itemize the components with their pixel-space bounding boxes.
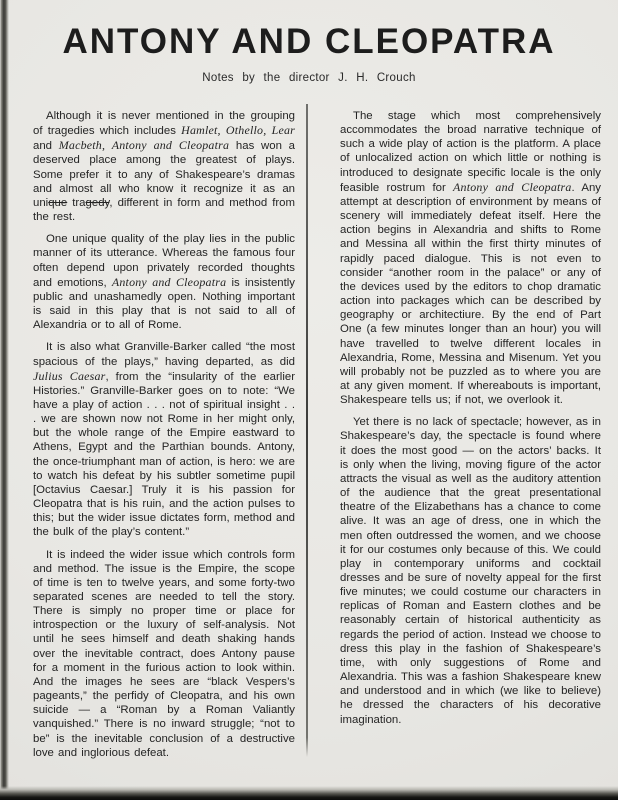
text-run: is insistently public and unashamedly open. Nothing important is said in this play that is not said to all of Alexandria or to all of Rome. — [33, 276, 295, 332]
text-run: It is indeed the wider issue which controls form and method. The issue is the Empire, the scope of time is ten to twelve years, and some forty-two separated scenes are needed to tell the story. There is simply no proper time or place for introspection or the luxury of self-analysis. Not until he sees himself and death shaking hands over the inevitable contract, does Antony pause for a moment in the furious action to look within. And the images he sees are “black Vespers’s pageants,” the perfidy of Cleopatra, and his own suicide — a “Roman by a Roman Valiantly vanquished.” There is no inward struggle; “not to be” is the inevitable conclusion of a destructive love and inglorious defeat. — [33, 548, 295, 759]
text-run: . Any attempt at description of environment by means of scenery will immediately defeat itself. Here the action begins in Alexandria and shifts to Rome and Messina all within the first thirty minutes of rapidly paced dialogue. This is not even to consider “another room in the palace” or any of the devices used by the editors to chop dramatic action into packages which can be described by geography or architectiure. By the end of Part One (a few minutes longer than an hour) you will have travelled to twelve different locales in Alexandria, Rome, Messina and Misenum. Yet you will probably not be puzzled as to where you are at any given moment. If whereabouts is important, Shakespeare tells us; if not, we overlook it. — [340, 181, 602, 407]
paragraph — [33, 340, 295, 539]
text-run: tra — [67, 196, 86, 209]
page-subtitle: Notes by the director J. H. Crouch — [202, 72, 416, 84]
paragraph — [340, 109, 601, 407]
text-run: and — [33, 140, 59, 153]
text-run: Although it is never mentioned in the grouping of tragedies which includes — [33, 110, 295, 138]
text-run: has won a deserved place among the greatest of plays. Some prefer it to any of Shakespeare’s dramas and almost all who know it recognize it as an uni — [33, 140, 296, 209]
italic-text-run: Macbeth, Antony and Cleopatra — [58, 138, 230, 153]
italic-text-run: Antony and Cleopatra — [111, 274, 227, 289]
paragraph — [33, 232, 295, 332]
right-column — [340, 109, 601, 735]
column-divider — [306, 104, 308, 757]
italic-text-run: Julius Caesar — [33, 368, 106, 383]
paragraph — [33, 548, 295, 760]
text-run: Yet there is no lack of spectacle; however, as in Shakespeare’s day, the spectacle is found where it does the most good — on the actors’ backs. It is only when the living, moving figure of the actor attracts the visual as well as the auditory attention of the audience that the great presentational theatre of the Elizabethans has a chance to come alive. It was an age of dress, one in which the men often outdressed the women, and we choose it for our costumes only because of this. We could play in contemporary uniforms and cocktail dresses and be sure of novelty appeal for the first five minutes; we could costume our characters in replicas of Roman and Eastern clothes and be reasonably certain of historical authenticity as regards the period of action. Instead we choose to dress this play in the fashion of Shakespeare’s time, with only suggestions of Rome and Alexandria. This was a fashion Shakespeare knew and understood and in which (we like to believe) he dressed the characters of his decorative imagination. — [340, 416, 601, 726]
page-title: ANTONY AND CLEOPATRA — [62, 22, 556, 61]
text-run: One unique quality of the play lies in the public manner of its utterance. Whereas the famous four often depend upon privately recorded thoughts and emotions, — [33, 233, 295, 289]
italic-text-run: Antony and Cleopatra — [453, 179, 572, 194]
paragraph — [33, 109, 295, 224]
text-run: , different in form and method from the rest. — [33, 196, 295, 224]
text-run: , from the “insularity of the earlier Histories.” Granville-Barker goes on to note: “We have a play of action . . . not of spiritual insight . . . we are shown now not Rome in her might only, but the whole range of the Empire eastward to Athens, Egypt and the Parthian bounds. Antony, the once-triumphant man of action, is hero: we are to watch his defeat by his subtler sometime pupil [Octavius Caesar.] Truly it is his passion for Cleopatra that is his ruin, and the action pulses to this; but the wider issue dictates form, method and the bulk of the play’s content.” — [33, 370, 295, 539]
scan-edge-bottom — [0, 786, 618, 800]
struck-text-run: que — [48, 196, 68, 209]
paragraph — [340, 415, 601, 726]
text-run: The stage which most comprehensively accommodates the broad narrative technique of such a wide play of action is the platform. A place of unlocalized action on which little or nothing is introduced to designate specific locale is the only feasible rostrum for — [340, 110, 601, 194]
scan-edge-left — [0, 0, 9, 800]
text-run: It is also what Granville-Barker called “the most spacious of the plays,” having departed, as did — [33, 341, 295, 368]
left-column — [33, 109, 295, 768]
italic-text-run: Hamlet, Othello, Lear — [181, 123, 295, 138]
struck-text-run: gedy — [85, 196, 110, 209]
